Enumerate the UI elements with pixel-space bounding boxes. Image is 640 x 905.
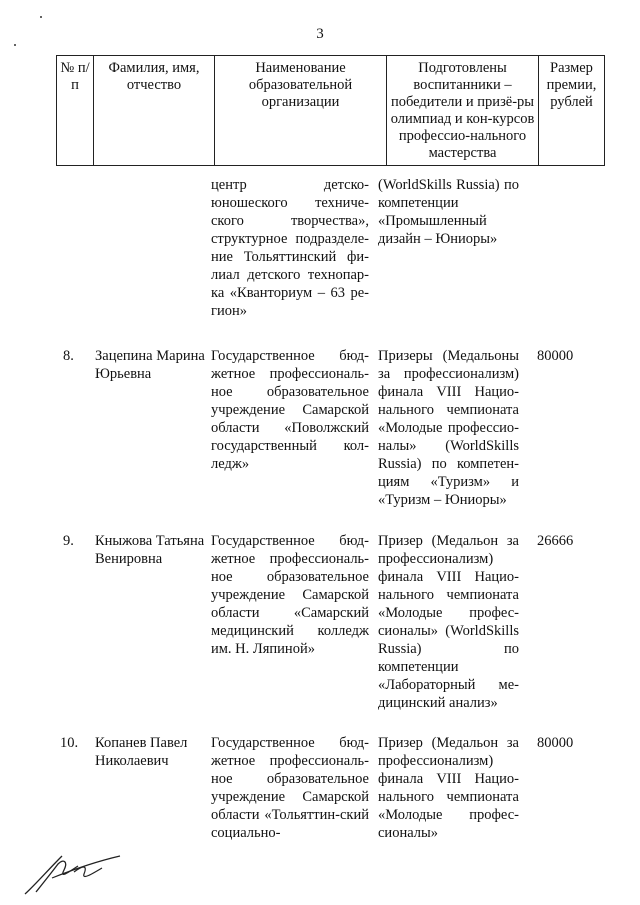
scan-speck: [14, 44, 16, 46]
row-8-number: 8.: [63, 348, 74, 364]
row-10-name: Копанев Павел Николаевич: [95, 735, 188, 769]
row-9-name: Кныжова Татьяна Венировна: [95, 533, 205, 567]
table-header: [56, 55, 605, 166]
row-8-competition: Призеры (Медальоны за профессионализм) финала VIII Нацио-нального чемпионата «Молодые профессио-налы» (WorldSkills Russia) по компетен-циям «Туризм» и «Туризм – Юниоры»: [378, 348, 519, 508]
row-9-organization: Государственное бюд-жетное профессиональ-ное образовательное учреждение Самарской области «Самарский медицинский колледж им. Н. Ляпиной»: [211, 533, 369, 657]
continuation-organization: центр детско-юношеского техниче-ского творчества», структурное подразделе-ние Тольяттинский фи-лиал детского технопар-ка «Кванториум – 63 ре-гион»: [211, 177, 369, 319]
header-prize: Размер премии, рублей: [539, 56, 605, 166]
row-10-organization: Государственное бюд-жетное профессиональ-ное образовательное учреждение Самарской области «Тольяттин-ский социально-: [211, 735, 369, 841]
row-9-competition: Призер (Медальон за профессионализм) финала VIII Нацио-нального чемпионата «Молодые профес-сионалы» (WorldSkills Russia) по компетенции «Лабораторный ме-дицинский анализ»: [378, 533, 519, 711]
header-competition: Подготовлены воспитанники – победители и призё-ры олимпиад и кон-курсов профессио-нального мастерства: [387, 56, 539, 166]
header-name: Фамилия, имя, отчество: [94, 56, 215, 166]
row-8-organization: Государственное бюд-жетное профессиональ-ное образовательное учреждение Самарской области «Поволжский государственный кол-ледж»: [211, 348, 369, 472]
row-10-number: 10.: [60, 735, 79, 751]
row-8-name: Зацепина Марина Юрьевна: [95, 348, 205, 382]
header-row: [57, 56, 605, 166]
signature: [22, 848, 132, 898]
header-number: № п/п: [57, 56, 94, 166]
row-9-number: 9.: [63, 533, 74, 549]
row-9-prize: 26666: [537, 533, 574, 549]
header-organization: Наименование образовательной организации: [215, 56, 387, 166]
row-10-competition: Призер (Медальон за профессионализм) финала VIII Нацио-нального чемпионата «Молодые профес-сионалы»: [378, 735, 519, 841]
row-10-prize: 80000: [537, 735, 574, 751]
scan-speck: [40, 16, 42, 18]
continuation-competition: (WorldSkills Russia) по компетенции «Промышленный дизайн – Юниоры»: [378, 177, 519, 247]
row-8-prize: 80000: [537, 348, 574, 364]
page-number: 3: [316, 26, 324, 42]
